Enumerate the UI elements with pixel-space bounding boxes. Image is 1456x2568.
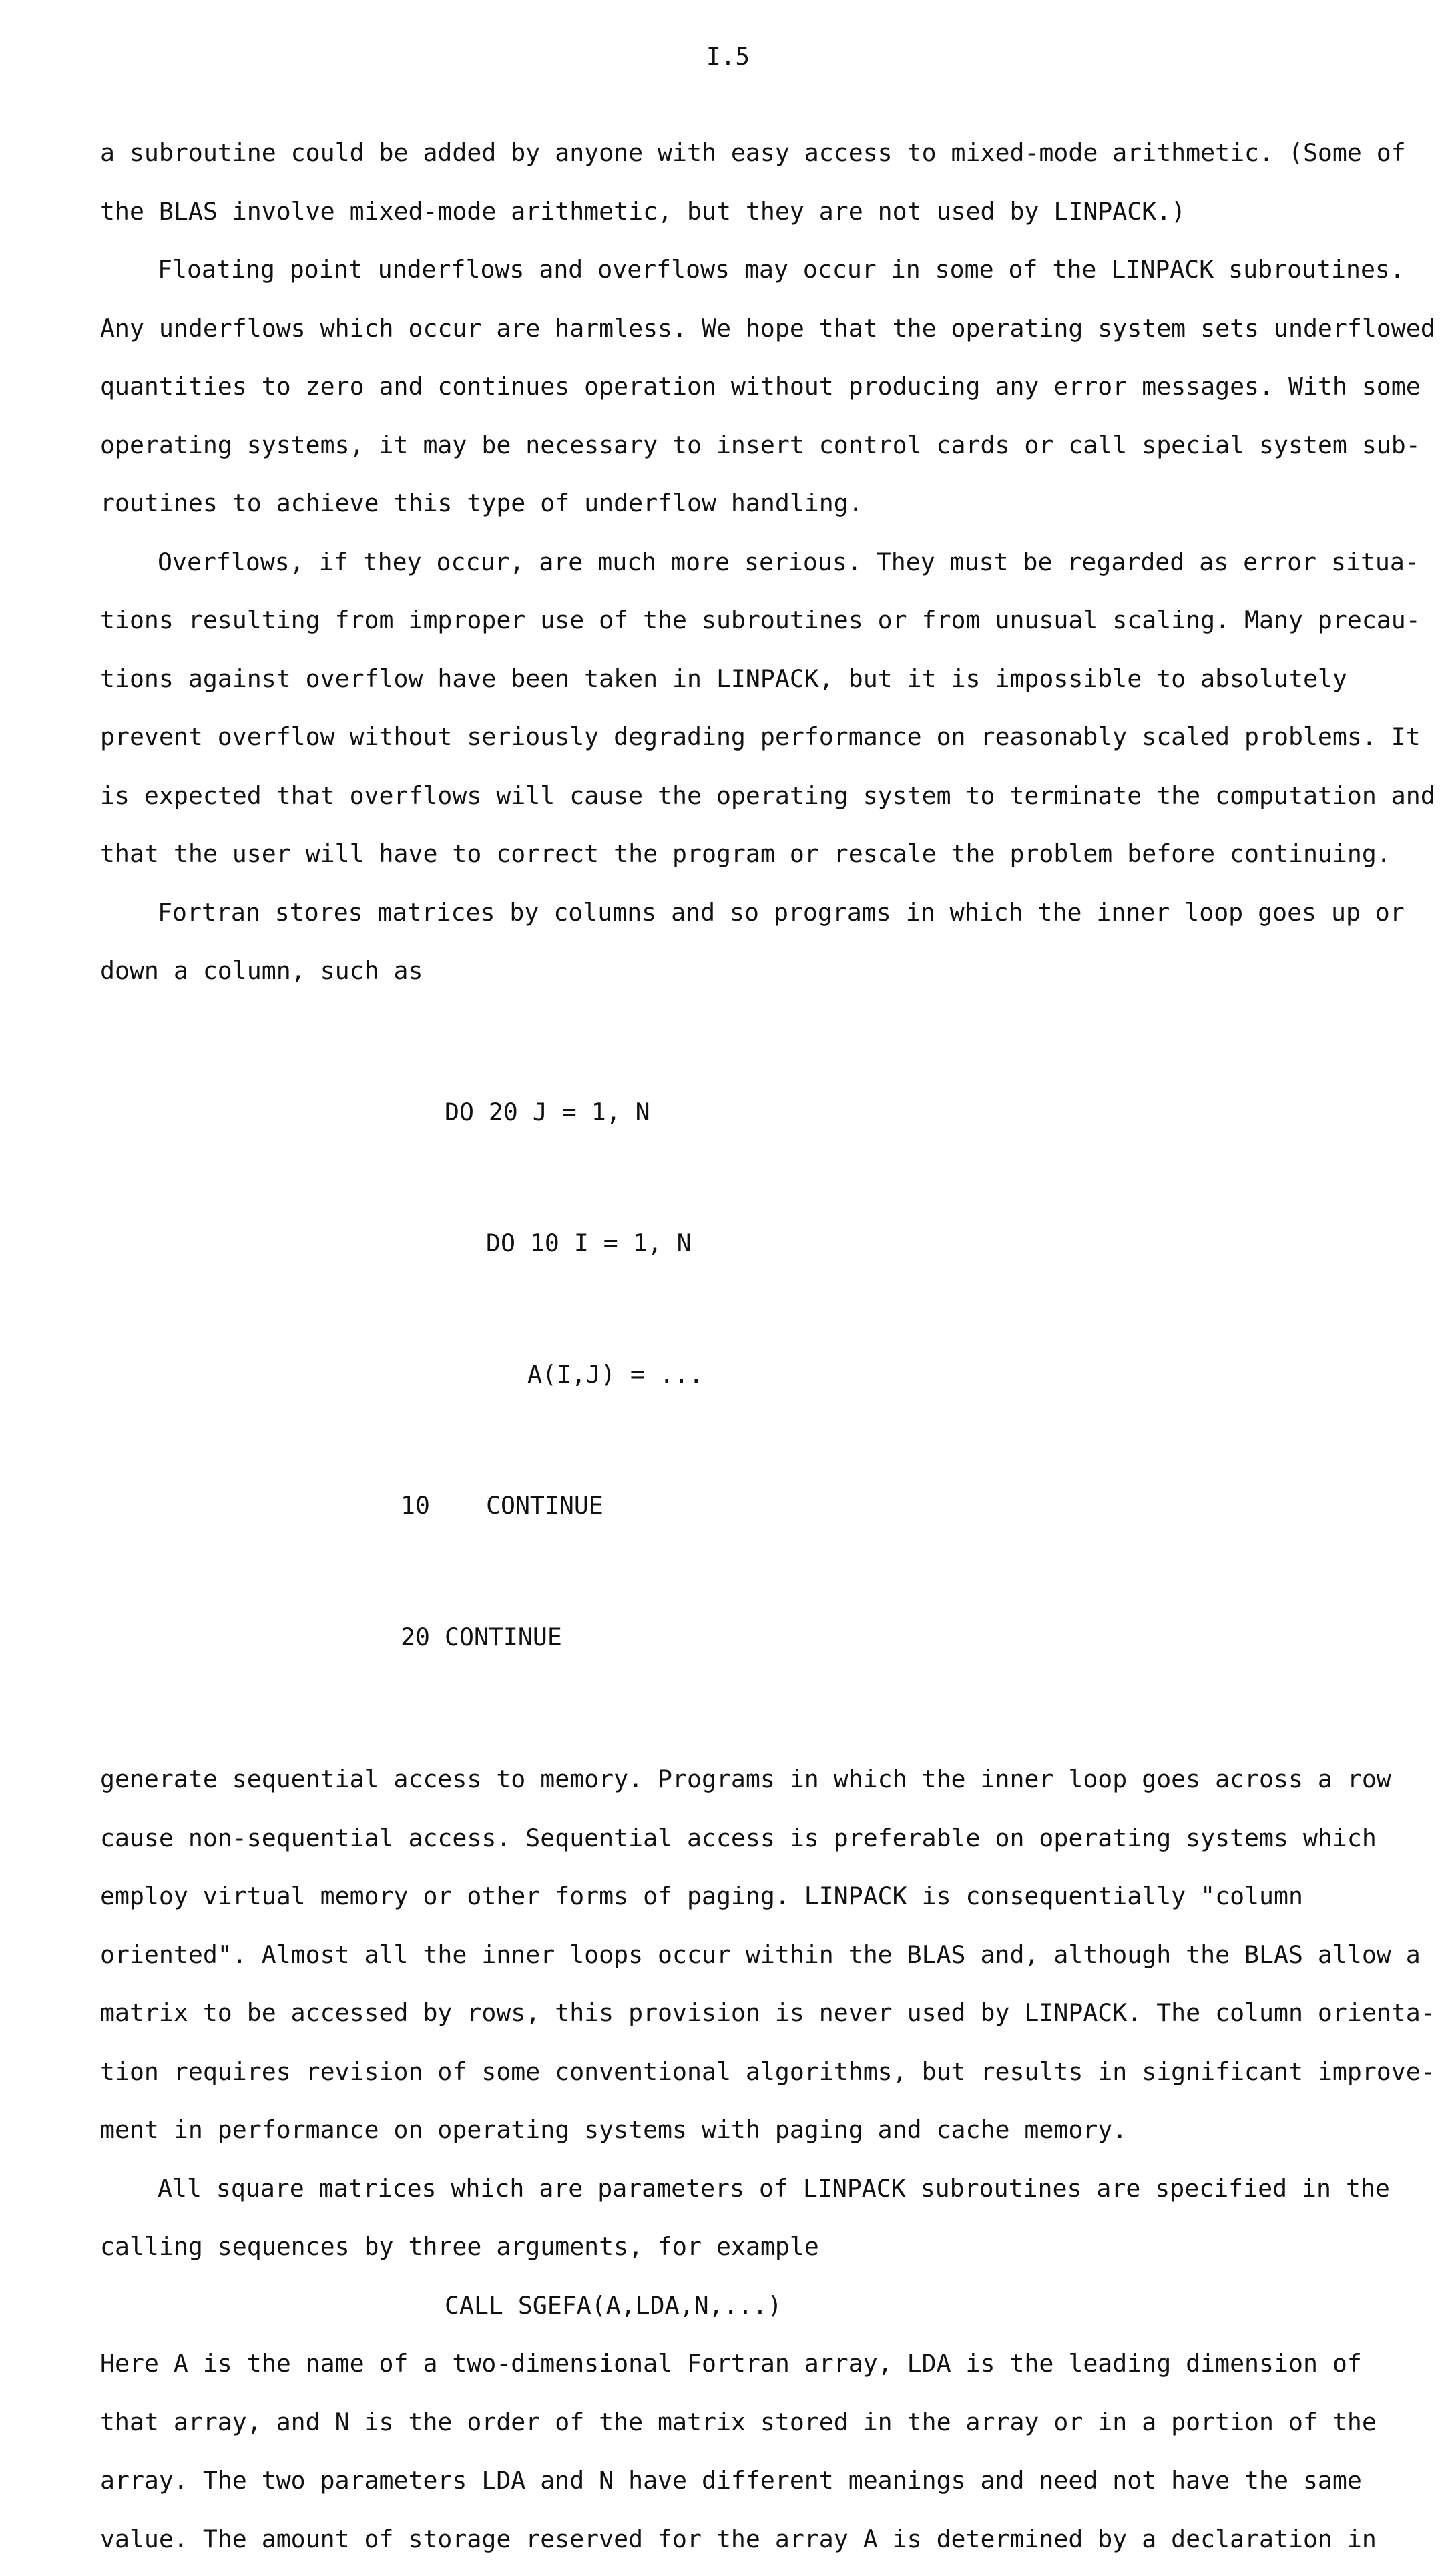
- text-line: All square matrices which are parameters of LINPACK subroutines are specified in the: [100, 2159, 1425, 2218]
- paragraph-6: [100, 2159, 1425, 2276]
- text-line: Fortran stores matrices by columns and so programs in which the inner loop goes up or: [100, 883, 1425, 942]
- text-line: prevent overflow without seriously degrading performance on reasonably scaled problems. It: [100, 708, 1425, 767]
- code-label: 20: [401, 1615, 445, 1659]
- text-line: employ virtual memory or other forms of paging. LINPACK is consequentially "column: [100, 1867, 1425, 1926]
- code-line: [100, 1484, 1425, 1528]
- text-line: calling sequences by three arguments, for example: [100, 2217, 1425, 2276]
- body-text: [100, 124, 1425, 2568]
- text-line: tions resulting from improper use of the subroutines or from unusual scaling. Many precau-: [100, 591, 1425, 650]
- text-line: generate sequential access to memory. Programs in which the inner loop goes across a row: [100, 1750, 1425, 1809]
- text-line: quantities to zero and continues operation without producing any error messages. With some: [100, 357, 1425, 416]
- code-block: [100, 1003, 1425, 1747]
- text-line: is expected that overflows will cause the operating system to terminate the computation and: [100, 767, 1425, 825]
- text-line: operating systems, it may be necessary to insert control cards or call special system sub-: [100, 416, 1425, 475]
- text-line: value. The amount of storage reserved for the array A is determined by a declaration in: [100, 2510, 1425, 2568]
- paragraph-3: [100, 533, 1425, 883]
- text-line: cause non-sequential access. Sequential access is preferable on operating systems which: [100, 1809, 1425, 1868]
- text-line: tions against overflow have been taken in LINPACK, but it is impossible to absolutely: [100, 650, 1425, 708]
- text-line: tion requires revision of some conventional algorithms, but results in significant improve-: [100, 2043, 1425, 2101]
- text-line: that array, and N is the order of the matrix stored in the array or in a portion of the: [100, 2393, 1425, 2452]
- code-line: A(I,J) = ...: [100, 1353, 1425, 1397]
- text-line: Here A is the name of a two-dimensional Fortran array, LDA is the leading dimension of: [100, 2334, 1425, 2393]
- text-line: Overflows, if they occur, are much more serious. They must be regarded as error situa-: [100, 533, 1425, 592]
- paragraph-2: [100, 240, 1425, 533]
- code-line: [100, 1615, 1425, 1659]
- code-statement: CONTINUE: [445, 1623, 562, 1651]
- text-line: oriented". Almost all the inner loops occur within the BLAS and, although the BLAS allow a: [100, 1926, 1425, 1984]
- code-line: DO 10 I = 1, N: [100, 1221, 1425, 1265]
- text-line: a subroutine could be added by anyone with easy access to mixed-mode arithmetic. (Some of: [100, 124, 1425, 182]
- text-line: down a column, such as: [100, 941, 1425, 1000]
- text-line: routines to achieve this type of underflow handling.: [100, 474, 1425, 533]
- code-label: 10: [401, 1484, 445, 1528]
- text-line: Floating point underflows and overflows may occur in some of the LINPACK subroutines.: [100, 240, 1425, 299]
- paragraph-1: [100, 124, 1425, 240]
- code-line: DO 20 J = 1, N: [100, 1090, 1425, 1134]
- paragraph-7: [100, 2334, 1425, 2568]
- call-example: CALL SGEFA(A,LDA,N,...): [100, 2276, 1425, 2335]
- paragraph-5: [100, 1750, 1425, 2159]
- paragraph-4: [100, 883, 1425, 1000]
- text-line: that the user will have to correct the program or rescale the problem before continuing.: [100, 825, 1425, 883]
- text-line: ment in performance on operating systems with paging and cache memory.: [100, 2101, 1425, 2159]
- text-line: matrix to be accessed by rows, this provision is never used by LINPACK. The column orienta-: [100, 1984, 1425, 2043]
- text-line: the BLAS involve mixed-mode arithmetic, but they are not used by LINPACK.): [100, 182, 1425, 241]
- text-line: array. The two parameters LDA and N have different meanings and need not have the same: [100, 2451, 1425, 2510]
- text-line: Any underflows which occur are harmless. We hope that the operating system sets underflowed: [100, 299, 1425, 358]
- code-statement: CONTINUE: [445, 1484, 603, 1528]
- page-number: I.5: [0, 43, 1456, 72]
